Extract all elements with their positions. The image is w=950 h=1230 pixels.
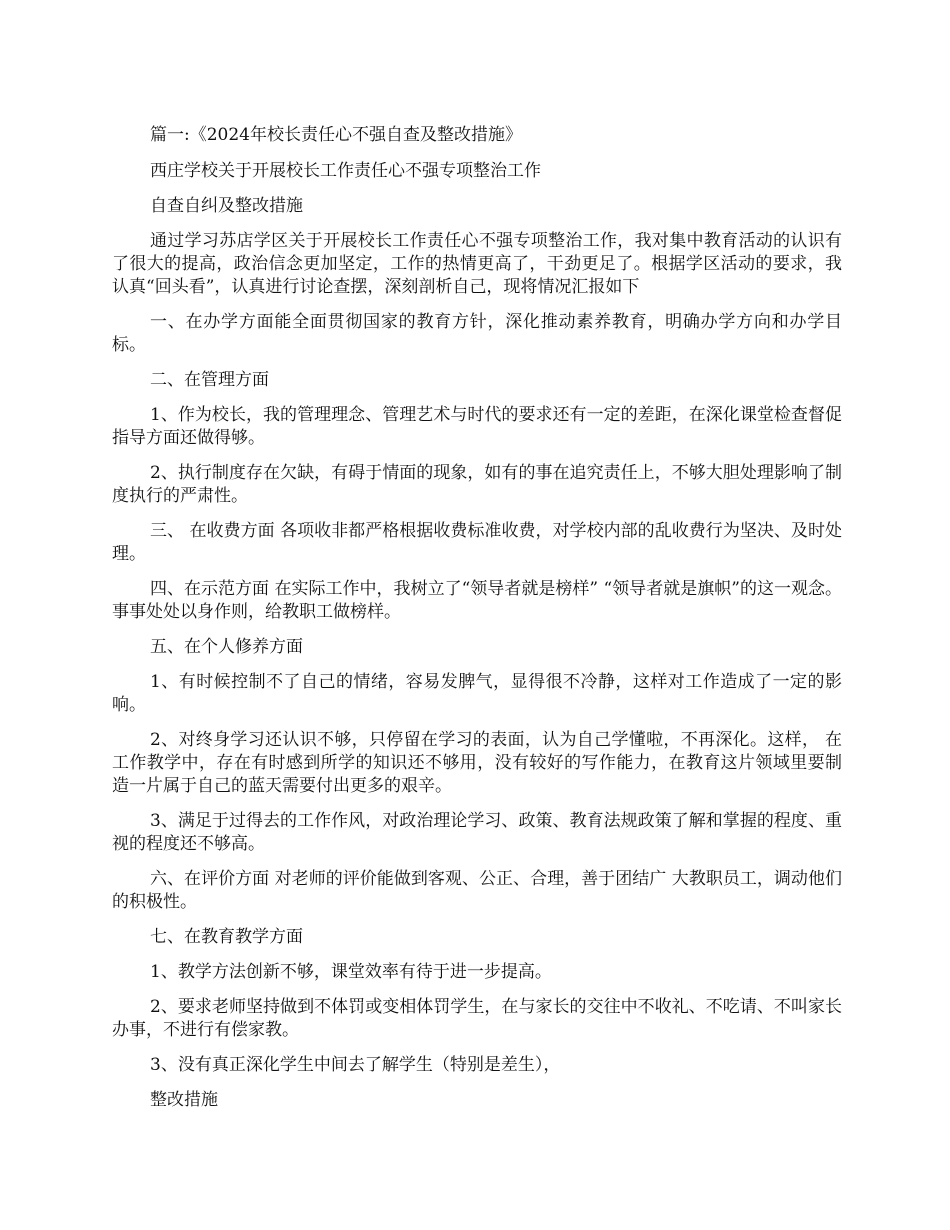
paragraph-intro: 通过学习苏店学区关于开展校长工作责任心不强专项整治工作，我对集中教育活动的认识有了很大的提高，政治信念更加坚定，工作的热情更高了，干劲更足了。根据学区活动的要求，我认真“回头看”，认真进行讨论查摆，深刻剖析自己，现将情况汇报如下 — [112, 231, 842, 297]
paragraph-section-3: 三、 在收费方面 各项收非都严格根据收费标准收费，对学校内部的乱收费行为坚决、及时处理。 — [112, 521, 842, 564]
heading-section-5: 五、在个人修养方面 — [150, 637, 303, 657]
heading-section-7: 七、在教育教学方面 — [150, 927, 303, 947]
paragraph-section-2-item-1: 1、作为校长，我的管理理念、管理艺术与时代的要求还有一定的差距，在深化课堂检查督促指导方面还做得够。 — [112, 405, 842, 448]
paragraph-section-7-item-1: 1、教学方法创新不够，课堂效率有待于进一步提高。 — [150, 962, 552, 982]
heading-section-2: 二、在管理方面 — [150, 370, 269, 390]
paragraph-section-6: 六、在评价方面 对老师的评价能做到客观、公正、合理，善于团结广 大教职员工，调动他们的积极性。 — [112, 869, 842, 912]
document-title: 篇一:《2024年校长责任心不强自查及整改措施》 — [150, 125, 522, 145]
paragraph-section-1: 一、在办学方面能全面贯彻国家的教育方针，深化推动素养教育，明确办学方向和办学目标。 — [112, 312, 842, 355]
paragraph-section-5-item-1: 1、有时候控制不了自己的情绪，容易发脾气，显得很不冷静，这样对工作造成了一定的影响。 — [112, 672, 842, 715]
paragraph-section-5-item-3: 3、满足于过得去的工作作风，对政治理论学习、政策、教育法规政策了解和掌握的程度、重视的程度还不够高。 — [112, 811, 842, 854]
paragraph-section-7-item-3: 3、没有真正深化学生中间去了解学生（特别是差生）， — [150, 1055, 561, 1075]
document-body — [112, 124, 842, 1124]
document-subtitle: 西庄学校关于开展校长工作责任心不强专项整治工作 — [150, 161, 541, 181]
paragraph-section-7-item-2: 2、要求老师坚持做到不体罚或变相体罚学生，在与家长的交往中不收礼、不吃请、不叫家长办事，不进行有偿家教。 — [112, 997, 842, 1040]
paragraph-section-2-item-2: 2、执行制度存在欠缺，有碍于情面的现象，如有的事在追究责任上，不够大胆处理影响了制度执行的严肃性。 — [112, 463, 842, 506]
document-subtitle-2: 自查自纠及整改措施 — [150, 196, 303, 216]
paragraph-section-4: 四、在示范方面 在实际工作中，我树立了“领导者就是榜样” “领导者就是旗帜”的这一观念。事事处处以身作则，给教职工做榜样。 — [112, 579, 842, 622]
paragraph-section-5-item-2: 2、对终身学习还认识不够，只停留在学习的表面，认为自己学懂啦，不再深化。这样， 在工作教学中，存在有时感到所学的知识还不够用，没有较好的写作能力，在教育这片领域里要制造一片属于自己的蓝天需要付出更多的艰辛。 — [112, 730, 842, 796]
heading-rectification-measures: 整改措施 — [150, 1090, 218, 1110]
